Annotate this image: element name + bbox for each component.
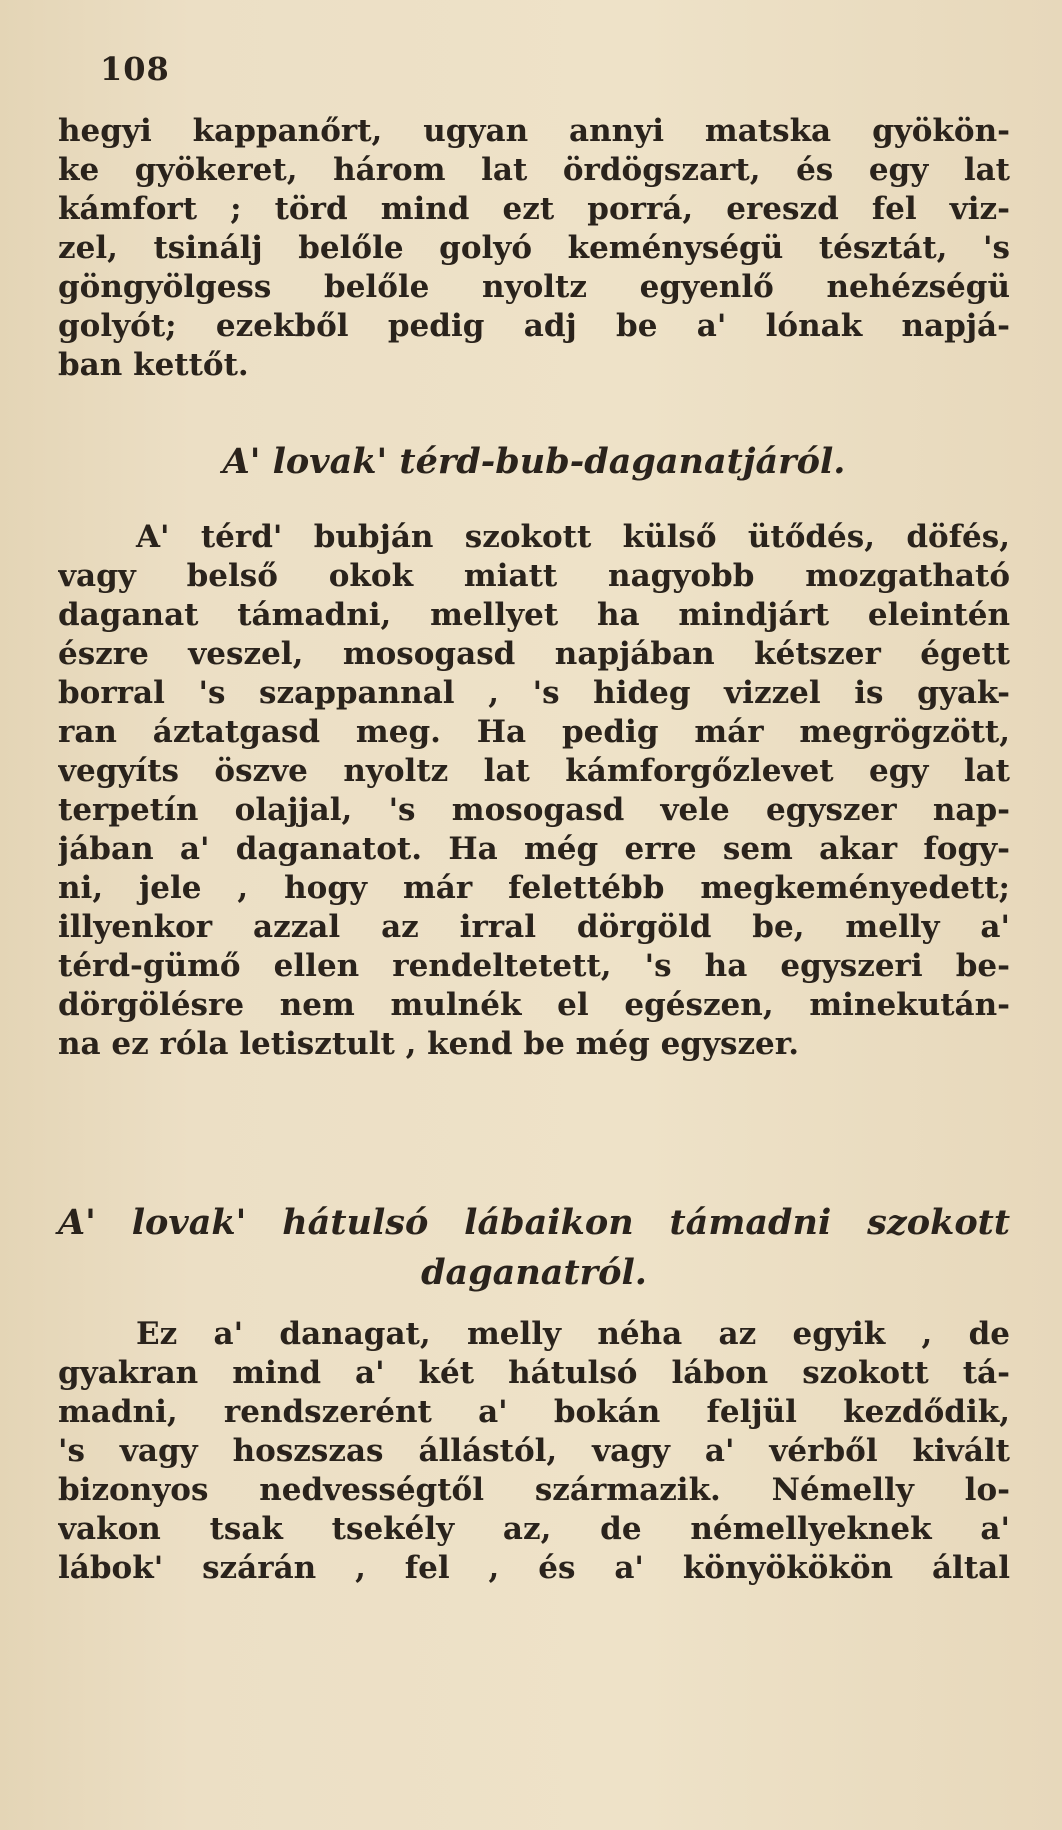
text-line: Ez a' danagat, melly néha az egyik , de: [136, 1316, 1010, 1352]
text-line: daganat támadni, mellyet ha mindjárt eleintén: [58, 597, 1010, 633]
text-line: dörgölésre nem mulnék el egészen, minekután-: [58, 987, 1010, 1023]
text-line: térd-gümő ellen rendeltetett, 's ha egyszeri be-: [58, 948, 1010, 984]
text-line: hegyi kappanőrt, ugyan annyi matska gyökön-: [58, 113, 1010, 149]
text-line: kámfort ; törd mind ezt porrá, ereszd fel viz-: [58, 191, 1010, 227]
section-heading-1: [58, 437, 1010, 487]
text-line: terpetín olajjal, 's mosogasd vele egyszer nap-: [58, 792, 1010, 828]
text-line: bizonyos nedvességtől származik. Némelly lo-: [58, 1472, 1010, 1508]
text-line: vegyíts öszve nyoltz lat kámforgőzlevet egy lat: [58, 753, 1010, 789]
page-number: 108: [100, 50, 170, 88]
text-line: borral 's szappannal , 's hideg vizzel is gyak-: [58, 675, 1010, 711]
text-line: vakon tsak tsekély az, de némellyeknek a': [58, 1511, 1010, 1547]
text-line: jában a' daganatot. Ha még erre sem akar fogy-: [58, 831, 1010, 867]
heading-text: A' lovak' hátulsó lábaikon támadni szokott: [58, 1202, 1010, 1243]
section-heading-2: [58, 1198, 1010, 1298]
text-line: ke gyökeret, három lat ördögszart, és egy lat: [58, 152, 1010, 188]
text-line: na ez róla letisztult , kend be még egyszer.: [58, 1026, 800, 1062]
text-line: ran áztatgasd meg. Ha pedig már megrögzött,: [58, 714, 1010, 750]
text-line: gyakran mind a' két hátulsó lábon szokott tá-: [58, 1355, 1010, 1391]
text-line: A' térd' bubján szokott külső ütődés, döfés,: [136, 519, 1010, 555]
heading-text: A' lovak' térd-bub-daganatjáról.: [222, 441, 846, 482]
text-line: ni, jele , hogy már felettébb megkeményedett;: [58, 870, 1010, 906]
heading-text: daganatról.: [421, 1252, 647, 1293]
text-line: vagy belső okok miatt nagyobb mozgatható: [58, 558, 1010, 594]
text-line: ban kettőt.: [58, 347, 249, 383]
text-line: madni, rendszerént a' bokán feljül kezdődik,: [58, 1394, 1010, 1430]
paragraph-2: [58, 518, 1010, 1064]
text-line: golyót; ezekből pedig adj be a' lónak napjá-: [58, 308, 1010, 344]
text-line: észre veszel, mosogasd napjában kétszer égett: [58, 636, 1010, 672]
text-line: zel, tsinálj belőle golyó keménységü tésztát, 's: [58, 230, 1010, 266]
paragraph-3: [58, 1315, 1010, 1588]
paragraph-1: [58, 112, 1010, 385]
text-line: lábok' szárán , fel , és a' könyökökön által: [58, 1550, 1010, 1586]
text-line: illyenkor azzal az irral dörgöld be, melly a': [58, 909, 1010, 945]
text-line: göngyölgess belőle nyoltz egyenlő nehézségü: [58, 269, 1010, 305]
text-line: 's vagy hoszszas állástól, vagy a' vérből kivált: [58, 1433, 1010, 1469]
